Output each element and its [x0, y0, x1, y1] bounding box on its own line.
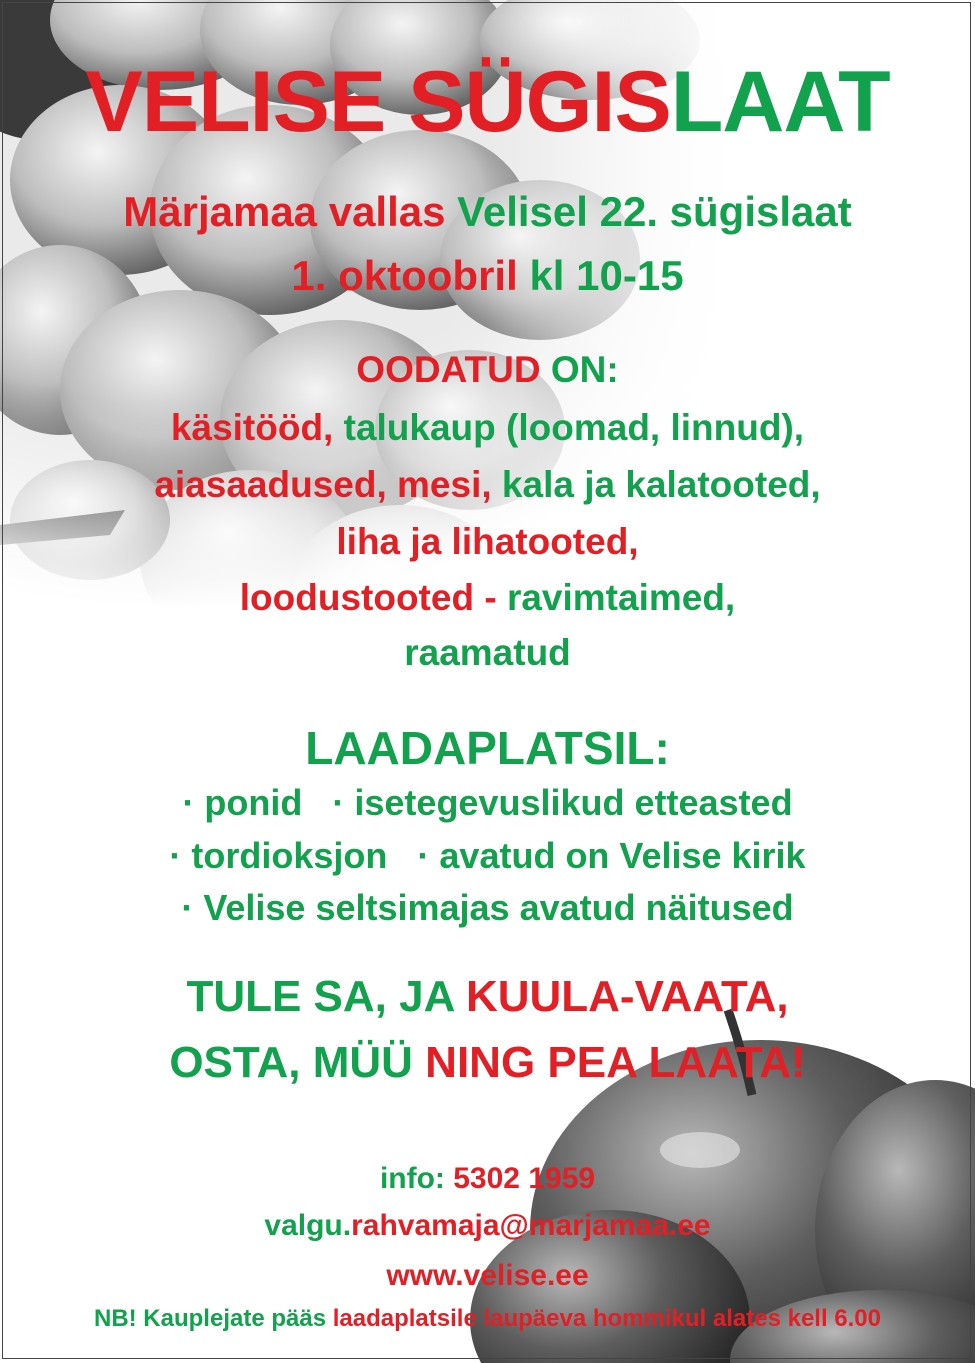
- expected-line-2: [0, 459, 975, 511]
- email-address[interactable]: rahvamaja@marjamaa.ee: [351, 1209, 711, 1242]
- cta-line-2: [0, 1034, 975, 1092]
- note-a: NB! Kauplejate pääs: [93, 1305, 333, 1332]
- expected-line-5: raamatud: [404, 632, 571, 673]
- cta-l2-a: OSTA, MÜÜ: [169, 1038, 426, 1087]
- expected-heading: [0, 344, 975, 396]
- event-date: 1. oktoobril: [291, 252, 530, 299]
- contact-phone-line: [0, 1158, 975, 1200]
- fair-heading: LAADAPLATSIL:: [305, 722, 670, 774]
- expected-l2-b: kala ja kalatooted,: [501, 464, 821, 505]
- subtitle-line-2: [0, 250, 975, 302]
- expected-line-3: liha ja lihatooted,: [336, 521, 639, 562]
- email-prefix[interactable]: valgu.: [264, 1209, 352, 1242]
- cta-line-1: [0, 968, 975, 1026]
- contact-email-line[interactable]: [0, 1205, 975, 1247]
- note-b: laadaplatsile: [332, 1305, 484, 1332]
- cta-l2-b: NING PEA LAATA!: [425, 1038, 806, 1087]
- subtitle-line-1: [0, 186, 975, 238]
- subtitle-event: Velisel 22. sügislaat: [457, 188, 852, 235]
- expected-heading-b: ON:: [550, 349, 619, 390]
- vendor-note: [0, 1302, 975, 1336]
- fair-row-2: · tordioksjon · avatud on Velise kirik: [169, 835, 806, 876]
- expected-l4-b: ravimtaimed,: [506, 577, 736, 618]
- event-time: kl 10-15: [529, 252, 684, 299]
- cta-l1-a: TULE SA, JA: [186, 972, 466, 1021]
- cta-l1-b: KUULA-VAATA,: [465, 972, 789, 1021]
- expected-line-1: [0, 402, 975, 454]
- info-label: info:: [379, 1162, 454, 1195]
- fair-row-1: · ponid · isetegevuslikud etteasted: [182, 782, 793, 823]
- expected-l1-a: käsitööd,: [170, 407, 344, 448]
- poster-title: [0, 52, 975, 152]
- expected-l4-a: loodustooted -: [239, 577, 507, 618]
- title-part-2: LAAT: [670, 54, 890, 150]
- expected-line-4: [0, 572, 975, 624]
- expected-heading-a: OODATUD: [356, 349, 551, 390]
- note-c: laupäeva hommikul alates kell 6.00: [483, 1305, 882, 1332]
- website-link[interactable]: www.velise.ee: [386, 1259, 589, 1292]
- expected-l2-a: aiasaadused, mesi,: [154, 464, 502, 505]
- title-part-1: VELISE SÜGIS: [85, 54, 671, 150]
- fair-row-3: · Velise seltsimajas avatud näitused: [181, 887, 794, 928]
- phone-number[interactable]: 5302 1959: [453, 1162, 596, 1195]
- expected-l1-b: talukaup (loomad, linnud),: [343, 407, 805, 448]
- subtitle-location: Märjamaa vallas: [123, 188, 458, 235]
